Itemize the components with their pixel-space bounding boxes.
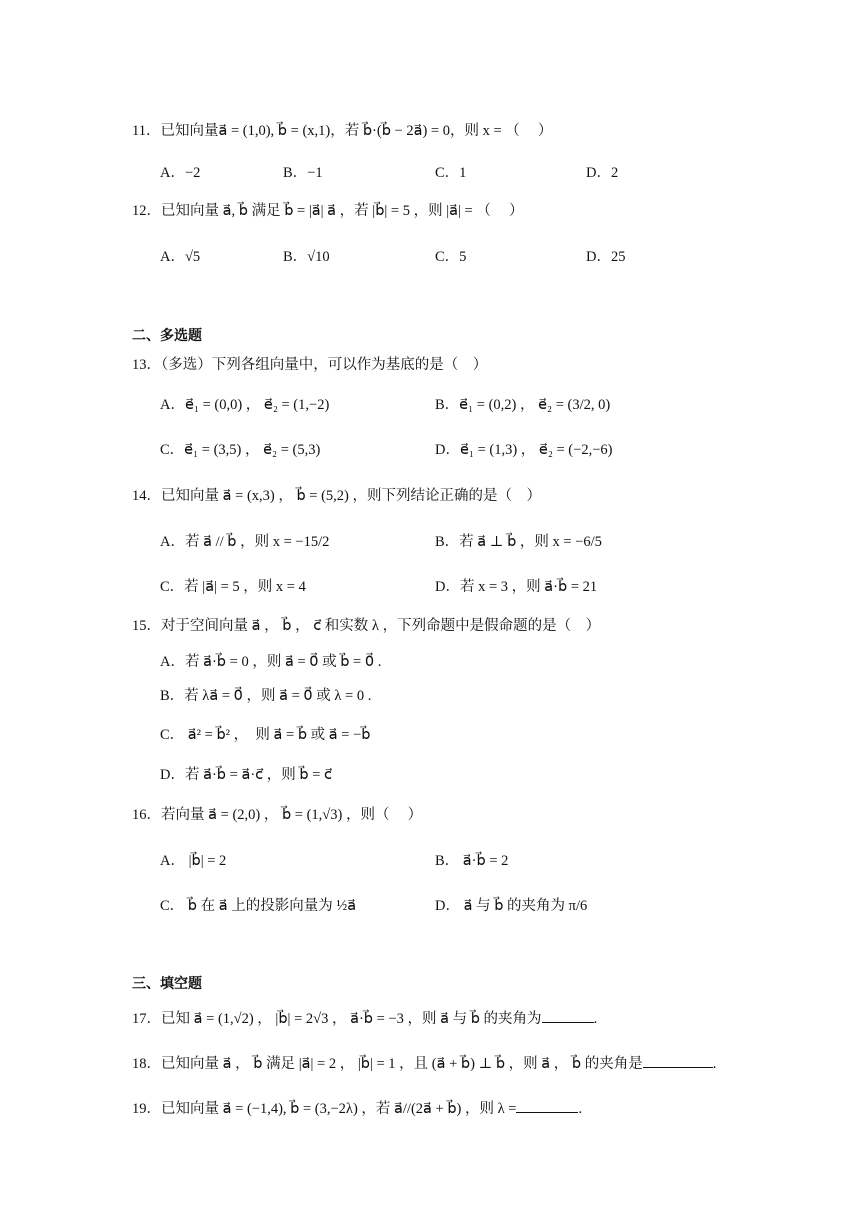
q15-option-c: C． a⃗² = b⃗² ， 则 a⃗ = b⃗ 或 a⃗ = −b⃗ <box>160 727 371 743</box>
answer-blank <box>542 1010 594 1023</box>
q16-option-a: A． |b⃗| = 2 <box>160 853 227 869</box>
q15-option-a: A．若 a⃗·b⃗ = 0 ，则 a⃗ = 0⃗ 或 b⃗ = 0⃗ . <box>160 654 382 670</box>
question-18-stem: 18．已知向量 a⃗ ， b⃗ 满足 |a⃗| = 2 ， |b⃗| = 1 ，且 (a⃗ + b⃗) ⊥ b⃗ ，则 a⃗ ， b⃗ 的夹角是 <box>132 1056 643 1072</box>
q15-option-b: B．若 λa⃗ = 0⃗ ，则 a⃗ = 0⃗ 或 λ = 0 . <box>160 688 372 704</box>
q14-option-d: D．若 x = 3 ，则 a⃗·b⃗ = 21 <box>435 579 598 595</box>
q12-option-c: C．5 <box>435 249 467 265</box>
question-11-stem: 11．已知向量a⃗ = (1,0), b⃗ = (x,1)，若 b⃗·(b⃗ − 2a⃗) = 0，则 x = （ ） <box>132 123 553 139</box>
q11-option-c: C．1 <box>435 165 467 181</box>
q14-option-b: B．若 a⃗ ⊥ b⃗ ，则 x = −6/5 <box>435 534 602 550</box>
q12-option-b: B．√10 <box>283 249 330 265</box>
q13-option-b: B．e⃗₁ = (0,2) ， e⃗₂ = (3/2, 0) <box>435 397 611 413</box>
question-12-stem: 12．已知向量 a⃗, b⃗ 满足 b⃗ = |a⃗| a⃗ ，若 |b⃗| = 5 ，则 |a⃗| = （ ） <box>132 203 524 219</box>
q13-option-a: A．e⃗₁ = (0,0) ， e⃗₂ = (1,−2) <box>160 397 330 413</box>
question-19-stem: 19．已知向量 a⃗ = (−1,4), b⃗ = (3,−2λ) ，若 a⃗//(2a⃗ + b⃗) ，则 λ = <box>132 1101 517 1117</box>
q13-option-c: C．e⃗₁ = (3,5) ， e⃗₂ = (5,3) <box>160 442 321 458</box>
answer-blank <box>643 1055 713 1068</box>
question-19 <box>132 1097 582 1118</box>
q13-option-d: D．e⃗₁ = (1,3) ， e⃗₂ = (−2,−6) <box>435 442 613 458</box>
question-13-stem: 13．（多选）下列各组向量中，可以作为基底的是（ ） <box>132 357 488 373</box>
q16-option-d: D． a⃗ 与 b⃗ 的夹角为 π/6 <box>435 898 588 914</box>
q14-option-a: A．若 a⃗ // b⃗ ，则 x = −15/2 <box>160 534 330 550</box>
q11-option-b: B．−1 <box>283 165 323 181</box>
question-18 <box>132 1052 716 1073</box>
question-19-end: . <box>578 1101 583 1117</box>
question-16-stem: 16．若向量 a⃗ = (2,0) ， b⃗ = (1,√3) ，则（ ） <box>132 807 423 823</box>
question-17-stem: 17．已知 a⃗ = (1,√2) ， |b⃗| = 2√3 ， a⃗·b⃗ = −3 ，则 a⃗ 与 b⃗ 的夹角为 <box>132 1011 542 1027</box>
q11-option-a: A．−2 <box>160 165 201 181</box>
q15-option-d: D．若 a⃗·b⃗ = a⃗·c⃗ ，则 b⃗ = c⃗ <box>160 767 332 783</box>
question-18-end: . <box>712 1056 717 1072</box>
q11-option-d: D．2 <box>586 165 619 181</box>
answer-blank <box>516 1100 578 1113</box>
q12-option-d: D．25 <box>586 249 626 265</box>
q16-option-c: C． b⃗ 在 a⃗ 上的投影向量为 ½a⃗ <box>160 898 357 914</box>
question-17-end: . <box>593 1011 598 1027</box>
q16-option-b: B． a⃗·b⃗ = 2 <box>435 853 509 869</box>
q12-option-a: A．√5 <box>160 249 201 265</box>
question-17 <box>132 1007 597 1028</box>
question-15-stem: 15．对于空间向量 a⃗ ， b⃗ ， c⃗ 和实数 λ ，下列命题中是假命题的是（ ） <box>132 618 601 634</box>
q14-option-c: C．若 |a⃗| = 5 ，则 x = 4 <box>160 579 306 595</box>
question-14-stem: 14．已知向量 a⃗ = (x,3) ， b⃗ = (5,2) ，则下列结论正确的是（ ） <box>132 488 542 504</box>
section-heading-fill: 三、填空题 <box>132 976 202 992</box>
section-heading-multi: 二、多选题 <box>132 328 202 344</box>
